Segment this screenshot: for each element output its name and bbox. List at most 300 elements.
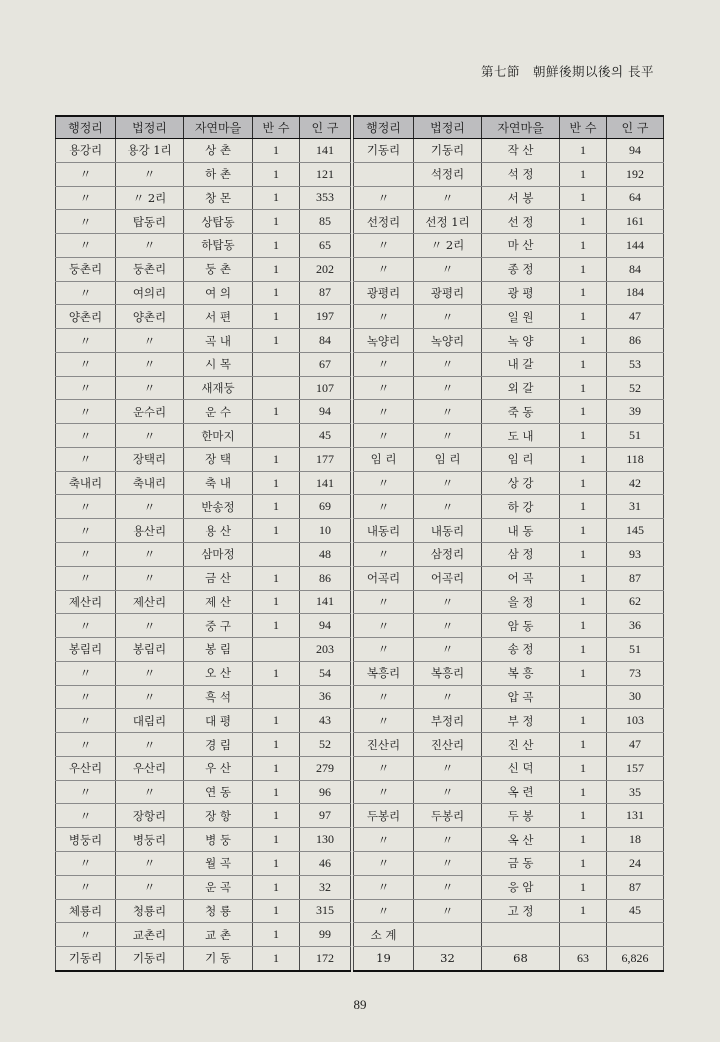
legal-ri-cell: 임 리 xyxy=(414,447,482,471)
legal-ri-cell: 용강 1리 xyxy=(116,139,184,163)
table-row xyxy=(56,471,351,495)
legal-ri-cell: 〃 xyxy=(116,376,184,400)
population-cell: 121 xyxy=(300,162,351,186)
ban-count-cell: 1 xyxy=(560,400,607,424)
ban-count-cell: 1 xyxy=(560,495,607,519)
population-cell: 118 xyxy=(607,447,664,471)
village-cell: 운 곡 xyxy=(184,875,253,899)
legal-ri-cell: 기동리 xyxy=(414,139,482,163)
admin-ri-cell: 둥촌리 xyxy=(56,257,116,281)
legal-ri-cell: 두봉리 xyxy=(414,804,482,828)
village-cell: 내 동 xyxy=(482,519,560,543)
ban-count-cell: 1 xyxy=(253,899,300,923)
population-cell: 47 xyxy=(607,305,664,329)
ban-count-cell: 1 xyxy=(560,162,607,186)
village-cell: 옥 산 xyxy=(482,828,560,852)
admin-ri-cell: 〃 xyxy=(56,519,116,543)
table-row xyxy=(354,923,664,947)
admin-ri-cell: 〃 xyxy=(354,234,414,258)
admin-ri-cell: 체룡리 xyxy=(56,899,116,923)
population-cell: 51 xyxy=(607,424,664,448)
legal-ri-cell: 진산리 xyxy=(414,733,482,757)
col-header-ban-count: 반 수 xyxy=(560,116,607,139)
village-cell: 한마지 xyxy=(184,424,253,448)
admin-ri-cell: 축내리 xyxy=(56,471,116,495)
population-cell: 172 xyxy=(300,947,351,971)
admin-ri-cell: 복흥리 xyxy=(354,661,414,685)
ban-count-cell: 1 xyxy=(560,471,607,495)
table-row xyxy=(56,424,351,448)
table-row xyxy=(56,257,351,281)
village-cell: 월 곡 xyxy=(184,851,253,875)
village-cell: 마 산 xyxy=(482,234,560,258)
table-row xyxy=(354,400,664,424)
admin-ri-cell: 〃 xyxy=(354,614,414,638)
table-row xyxy=(354,566,664,590)
ban-count-cell: 1 xyxy=(253,257,300,281)
admin-ri-cell: 〃 xyxy=(354,899,414,923)
village-cell: 봉 림 xyxy=(184,638,253,662)
ban-count-cell: 1 xyxy=(253,566,300,590)
legal-ri-cell: 〃 xyxy=(414,424,482,448)
ban-count-cell: 1 xyxy=(560,447,607,471)
ban-count-cell: 1 xyxy=(253,947,300,971)
legal-ri-cell: 운수리 xyxy=(116,400,184,424)
admin-ri-cell: 〃 xyxy=(354,543,414,567)
admin-ri-cell: 기동리 xyxy=(56,947,116,971)
admin-ri-cell: 내동리 xyxy=(354,519,414,543)
legal-ri-cell: 내동리 xyxy=(414,519,482,543)
legal-ri-cell: 〃 xyxy=(414,828,482,852)
table-row xyxy=(354,352,664,376)
legal-ri-cell: 32 xyxy=(414,947,482,971)
admin-ri-cell: 〃 xyxy=(354,875,414,899)
admin-ri-cell: 병둥리 xyxy=(56,828,116,852)
admin-ri-cell: 〃 xyxy=(56,804,116,828)
population-cell: 67 xyxy=(300,352,351,376)
table-row xyxy=(56,923,351,947)
table-row xyxy=(56,851,351,875)
table-row xyxy=(56,210,351,234)
table-row xyxy=(56,566,351,590)
table-row xyxy=(56,828,351,852)
table-row xyxy=(56,234,351,258)
population-cell: 141 xyxy=(300,139,351,163)
ban-count-cell xyxy=(253,376,300,400)
admin-ri-cell: 〃 xyxy=(354,186,414,210)
legal-ri-cell: 〃 xyxy=(414,257,482,281)
table-row xyxy=(354,756,664,780)
legal-ri-cell: 복흥리 xyxy=(414,661,482,685)
ban-count-cell: 1 xyxy=(253,210,300,234)
table-row xyxy=(354,519,664,543)
legal-ri-cell: 용산리 xyxy=(116,519,184,543)
legal-ri-cell: 장택리 xyxy=(116,447,184,471)
village-cell: 경 림 xyxy=(184,733,253,757)
village-cell xyxy=(482,923,560,947)
table-row xyxy=(354,780,664,804)
village-cell: 일 원 xyxy=(482,305,560,329)
table-row xyxy=(354,685,664,709)
population-cell: 197 xyxy=(300,305,351,329)
legal-ri-cell: 〃 xyxy=(414,614,482,638)
admin-ri-cell: 〃 xyxy=(56,424,116,448)
population-cell: 192 xyxy=(607,162,664,186)
population-cell: 42 xyxy=(607,471,664,495)
table-row xyxy=(354,495,664,519)
village-cell: 오 산 xyxy=(184,661,253,685)
table-row xyxy=(56,590,351,614)
table-row xyxy=(354,543,664,567)
admin-ri-cell: 임 리 xyxy=(354,447,414,471)
village-cell: 금 동 xyxy=(482,851,560,875)
legal-ri-cell: 〃 xyxy=(414,495,482,519)
village-cell: 진 산 xyxy=(482,733,560,757)
population-cell: 131 xyxy=(607,804,664,828)
ban-count-cell: 1 xyxy=(253,828,300,852)
ban-count-cell: 1 xyxy=(253,495,300,519)
village-cell: 곡 내 xyxy=(184,329,253,353)
table-row xyxy=(354,614,664,638)
village-cell: 고 정 xyxy=(482,899,560,923)
admin-ri-cell: 〃 xyxy=(56,281,116,305)
legal-ri-cell: 〃 xyxy=(116,661,184,685)
village-cell: 옥 련 xyxy=(482,780,560,804)
admin-ri-cell: 진산리 xyxy=(354,733,414,757)
population-cell: 161 xyxy=(607,210,664,234)
admin-ri-cell: 〃 xyxy=(56,400,116,424)
ban-count-cell: 1 xyxy=(253,447,300,471)
ban-count-cell: 1 xyxy=(253,281,300,305)
admin-ri-cell: 〃 xyxy=(56,376,116,400)
village-cell: 복 흥 xyxy=(482,661,560,685)
admin-ri-cell: 양촌리 xyxy=(56,305,116,329)
table-row xyxy=(56,543,351,567)
table-row xyxy=(56,661,351,685)
population-cell: 141 xyxy=(300,471,351,495)
legal-ri-cell: 〃 xyxy=(116,851,184,875)
village-cell: 청 룡 xyxy=(184,899,253,923)
ban-count-cell: 1 xyxy=(560,234,607,258)
ban-count-cell: 1 xyxy=(560,780,607,804)
legal-ri-cell: 〃 xyxy=(116,495,184,519)
village-cell: 석 정 xyxy=(482,162,560,186)
legal-ri-cell: 〃 xyxy=(116,733,184,757)
village-cell: 두 봉 xyxy=(482,804,560,828)
ban-count-cell xyxy=(560,923,607,947)
village-cell: 68 xyxy=(482,947,560,971)
village-cell: 서 편 xyxy=(184,305,253,329)
village-cell: 중 구 xyxy=(184,614,253,638)
village-cell: 어 곡 xyxy=(482,566,560,590)
population-cell: 64 xyxy=(607,186,664,210)
ban-count-cell xyxy=(253,352,300,376)
admin-ri-cell: 〃 xyxy=(56,661,116,685)
village-cell: 상 촌 xyxy=(184,139,253,163)
village-cell: 장 항 xyxy=(184,804,253,828)
ban-count-cell: 1 xyxy=(560,139,607,163)
village-cell: 대 평 xyxy=(184,709,253,733)
ban-count-cell: 1 xyxy=(560,376,607,400)
table-row xyxy=(354,305,664,329)
table-row xyxy=(354,162,664,186)
admin-ri-cell: 〃 xyxy=(56,447,116,471)
legal-ri-cell: 〃 xyxy=(414,899,482,923)
population-cell: 52 xyxy=(300,733,351,757)
table-row xyxy=(56,519,351,543)
admin-ri-cell: 〃 xyxy=(354,590,414,614)
village-cell: 축 내 xyxy=(184,471,253,495)
population-cell: 94 xyxy=(607,139,664,163)
legal-ri-cell xyxy=(414,923,482,947)
ban-count-cell: 1 xyxy=(253,590,300,614)
col-header-village: 자연마을 xyxy=(184,116,253,139)
admin-ri-cell: 〃 xyxy=(354,709,414,733)
population-cell: 47 xyxy=(607,733,664,757)
legal-ri-cell: 선정 1리 xyxy=(414,210,482,234)
col-header-legal-ri: 법정리 xyxy=(414,116,482,139)
village-cell: 반송정 xyxy=(184,495,253,519)
admin-ri-cell: 〃 xyxy=(354,471,414,495)
admin-ri-cell: 〃 xyxy=(56,162,116,186)
table-row xyxy=(56,614,351,638)
ban-count-cell: 1 xyxy=(253,851,300,875)
legal-ri-cell: 〃 xyxy=(414,780,482,804)
ban-count-cell: 1 xyxy=(253,661,300,685)
ban-count-cell xyxy=(253,543,300,567)
table-row xyxy=(354,947,664,971)
table-row xyxy=(354,234,664,258)
col-header-admin-ri: 행정리 xyxy=(354,116,414,139)
population-cell: 85 xyxy=(300,210,351,234)
admin-ri-cell: 〃 xyxy=(56,923,116,947)
village-cell: 외 갈 xyxy=(482,376,560,400)
admin-ri-cell: 〃 xyxy=(56,566,116,590)
legal-ri-cell: 〃 xyxy=(414,851,482,875)
table-row xyxy=(354,899,664,923)
village-cell: 작 산 xyxy=(482,139,560,163)
ban-count-cell: 1 xyxy=(253,614,300,638)
population-cell: 6,826 xyxy=(607,947,664,971)
admin-ri-cell: 〃 xyxy=(354,424,414,448)
admin-ri-cell: 〃 xyxy=(56,495,116,519)
population-cell: 93 xyxy=(607,543,664,567)
legal-ri-cell: 〃 xyxy=(414,590,482,614)
village-cell: 삼마정 xyxy=(184,543,253,567)
village-cell: 금 산 xyxy=(184,566,253,590)
table-row xyxy=(354,638,664,662)
ban-count-cell: 1 xyxy=(560,828,607,852)
ban-count-cell: 1 xyxy=(560,186,607,210)
legal-ri-cell: 〃 xyxy=(414,305,482,329)
table-row xyxy=(56,400,351,424)
right-table-header xyxy=(354,116,664,139)
ban-count-cell: 1 xyxy=(560,851,607,875)
table-row xyxy=(354,661,664,685)
page-number: 89 xyxy=(353,997,367,1012)
left-table xyxy=(55,115,351,972)
table-row xyxy=(56,162,351,186)
population-cell: 87 xyxy=(300,281,351,305)
population-cell: 203 xyxy=(300,638,351,662)
population-cell: 62 xyxy=(607,590,664,614)
legal-ri-cell: 〃 xyxy=(414,685,482,709)
legal-ri-cell: 삼정리 xyxy=(414,543,482,567)
legal-ri-cell: 〃 xyxy=(116,234,184,258)
admin-ri-cell: 〃 xyxy=(56,875,116,899)
village-cell: 새재둥 xyxy=(184,376,253,400)
table-row xyxy=(56,638,351,662)
population-cell: 279 xyxy=(300,756,351,780)
village-cell: 송 정 xyxy=(482,638,560,662)
table-row xyxy=(354,828,664,852)
legal-ri-cell: 〃 xyxy=(116,780,184,804)
legal-ri-cell: 둥촌리 xyxy=(116,257,184,281)
population-cell: 52 xyxy=(607,376,664,400)
admin-ri-cell: 용강리 xyxy=(56,139,116,163)
ban-count-cell: 1 xyxy=(253,329,300,353)
population-cell: 145 xyxy=(607,519,664,543)
population-cell: 45 xyxy=(607,899,664,923)
legal-ri-cell: 〃 xyxy=(414,376,482,400)
admin-ri-cell: 봉림리 xyxy=(56,638,116,662)
legal-ri-cell: 대림리 xyxy=(116,709,184,733)
population-cell: 86 xyxy=(607,329,664,353)
col-header-population: 인 구 xyxy=(607,116,664,139)
population-cell: 130 xyxy=(300,828,351,852)
population-cell: 86 xyxy=(300,566,351,590)
population-cell: 315 xyxy=(300,899,351,923)
admin-ri-cell: 〃 xyxy=(354,352,414,376)
table-row xyxy=(354,447,664,471)
population-cell: 202 xyxy=(300,257,351,281)
village-cell: 둥 촌 xyxy=(184,257,253,281)
table-row xyxy=(56,186,351,210)
legal-ri-cell: 〃 2리 xyxy=(414,234,482,258)
table-row xyxy=(56,733,351,757)
population-cell: 107 xyxy=(300,376,351,400)
right-table xyxy=(353,115,664,972)
admin-ri-cell: 〃 xyxy=(56,851,116,875)
village-cell: 부 정 xyxy=(482,709,560,733)
table-row xyxy=(56,685,351,709)
village-cell: 우 산 xyxy=(184,756,253,780)
admin-ri-cell: 소 계 xyxy=(354,923,414,947)
admin-ri-cell: 〃 xyxy=(354,400,414,424)
ban-count-cell: 1 xyxy=(560,257,607,281)
col-header-village: 자연마을 xyxy=(482,116,560,139)
admin-ri-cell: 〃 xyxy=(56,780,116,804)
population-cell: 96 xyxy=(300,780,351,804)
admin-ri-cell: 〃 xyxy=(56,543,116,567)
admin-ri-cell: 〃 xyxy=(354,685,414,709)
ban-count-cell: 1 xyxy=(560,543,607,567)
table-row xyxy=(56,447,351,471)
ban-count-cell: 1 xyxy=(253,400,300,424)
ban-count-cell: 1 xyxy=(253,733,300,757)
table-row xyxy=(354,733,664,757)
legal-ri-cell: 〃 xyxy=(116,685,184,709)
village-cell: 선 정 xyxy=(482,210,560,234)
ban-count-cell: 1 xyxy=(560,305,607,329)
table-row xyxy=(56,305,351,329)
population-cell: 84 xyxy=(607,257,664,281)
ban-count-cell: 1 xyxy=(253,756,300,780)
village-cell: 광 평 xyxy=(482,281,560,305)
ban-count-cell: 1 xyxy=(253,519,300,543)
col-header-legal-ri: 법정리 xyxy=(116,116,184,139)
legal-ri-cell: 〃 xyxy=(116,614,184,638)
population-cell: 53 xyxy=(607,352,664,376)
table-row xyxy=(354,210,664,234)
table-row xyxy=(354,376,664,400)
legal-ri-cell: 교촌리 xyxy=(116,923,184,947)
population-cell: 18 xyxy=(607,828,664,852)
ban-count-cell: 1 xyxy=(560,709,607,733)
ban-count-cell: 1 xyxy=(560,566,607,590)
population-cell: 99 xyxy=(300,923,351,947)
village-cell: 하탑동 xyxy=(184,234,253,258)
ban-count-cell: 1 xyxy=(560,210,607,234)
legal-ri-cell: 부정리 xyxy=(414,709,482,733)
village-cell: 신 덕 xyxy=(482,756,560,780)
village-cell: 연 동 xyxy=(184,780,253,804)
legal-ri-cell: 녹양리 xyxy=(414,329,482,353)
village-cell: 내 갈 xyxy=(482,352,560,376)
village-cell: 하 강 xyxy=(482,495,560,519)
population-cell: 97 xyxy=(300,804,351,828)
table-row xyxy=(56,899,351,923)
table-row xyxy=(56,352,351,376)
ban-count-cell: 1 xyxy=(560,519,607,543)
population-cell: 45 xyxy=(300,424,351,448)
table-row xyxy=(56,281,351,305)
population-cell: 87 xyxy=(607,566,664,590)
legal-ri-cell: 우산리 xyxy=(116,756,184,780)
legal-ri-cell: 제산리 xyxy=(116,590,184,614)
table-row xyxy=(354,875,664,899)
admin-ri-cell: 〃 xyxy=(56,709,116,733)
table-row xyxy=(56,329,351,353)
legal-ri-cell: 〃 xyxy=(116,566,184,590)
table-row xyxy=(354,281,664,305)
population-cell: 141 xyxy=(300,590,351,614)
table-row xyxy=(56,709,351,733)
population-cell: 177 xyxy=(300,447,351,471)
ban-count-cell: 1 xyxy=(253,139,300,163)
col-header-population: 인 구 xyxy=(300,116,351,139)
legal-ri-cell: 탑동리 xyxy=(116,210,184,234)
ban-count-cell xyxy=(253,685,300,709)
admin-ri-cell: 〃 xyxy=(354,495,414,519)
legal-ri-cell: 〃 2리 xyxy=(116,186,184,210)
ban-count-cell: 1 xyxy=(560,424,607,448)
village-cell: 녹 양 xyxy=(482,329,560,353)
village-cell: 압 곡 xyxy=(482,685,560,709)
admin-ri-cell: 제산리 xyxy=(56,590,116,614)
running-header: 第七節 朝鮮後期以後의 長平 xyxy=(480,64,654,79)
admin-ri-cell: 광평리 xyxy=(354,281,414,305)
legal-ri-cell: 청룡리 xyxy=(116,899,184,923)
admin-ri-cell: 〃 xyxy=(354,780,414,804)
legal-ri-cell: 여의리 xyxy=(116,281,184,305)
village-cell: 흑 석 xyxy=(184,685,253,709)
table-row xyxy=(56,947,351,971)
population-cell: 103 xyxy=(607,709,664,733)
table-row xyxy=(56,376,351,400)
legal-ri-cell: 〃 xyxy=(414,638,482,662)
population-cell: 32 xyxy=(300,875,351,899)
